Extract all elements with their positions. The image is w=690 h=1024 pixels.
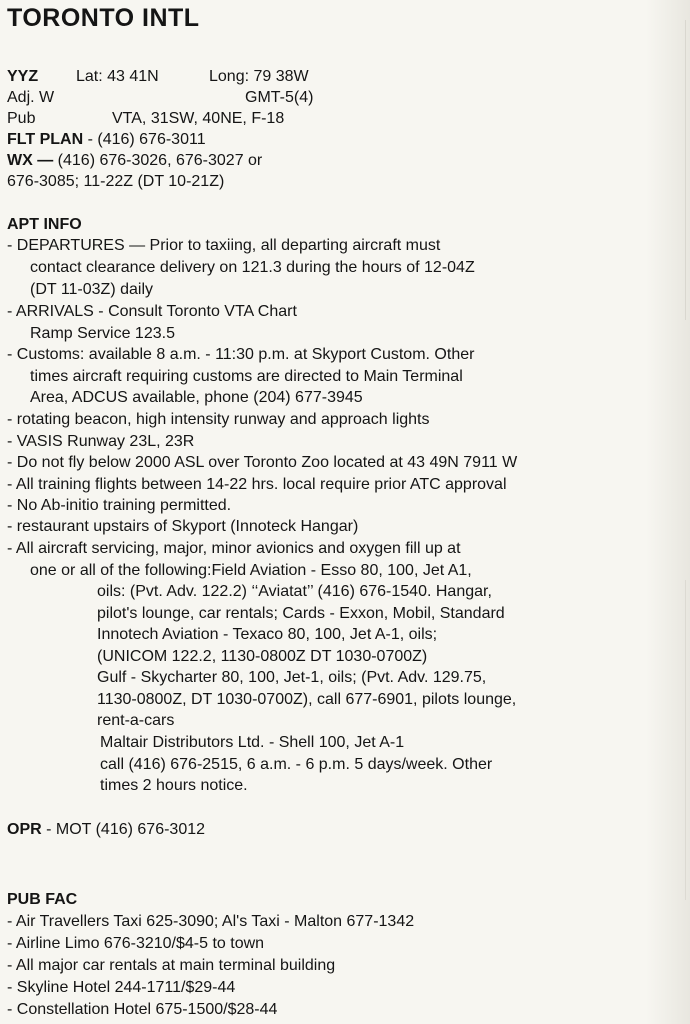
weather-line bbox=[7, 151, 262, 171]
apt-info-line: Maltair Distributors Ltd. - Shell 100, Jet A-1 bbox=[100, 734, 405, 751]
pub-fac-line: - Constellation Hotel 675-1500/$28-44 bbox=[7, 1001, 278, 1018]
apt-info-line: - ARRIVALS - Consult Toronto VTA Chart bbox=[7, 303, 297, 320]
apt-info-line: - VASIS Runway 23L, 23R bbox=[7, 433, 195, 450]
publication-label: Pub bbox=[7, 110, 36, 127]
longitude: Long: 79 38W bbox=[209, 68, 309, 85]
pub-fac-line: - Airline Limo 676-3210/$4-5 to town bbox=[7, 935, 265, 952]
weather-value: (416) 676-3026, 676-3027 or bbox=[53, 152, 263, 169]
pub-fac-heading: PUB FAC bbox=[7, 891, 78, 908]
apt-info-line: - All aircraft servicing, major, minor avionics and oxygen fill up at bbox=[7, 540, 461, 557]
publication-value: VTA, 31SW, 40NE, F-18 bbox=[112, 110, 285, 127]
apt-info-line: Area, ADCUS available, phone (204) 677-3945 bbox=[30, 389, 363, 406]
apt-info-line: Innotech Aviation - Texaco 80, 100, Jet A-1, oils; bbox=[97, 626, 438, 643]
weather-value-continued: 676-3085; 11-22Z (DT 10-21Z) bbox=[7, 173, 225, 190]
weather-label: WX — bbox=[7, 152, 54, 169]
apt-info-line: - No Ab-initio training permitted. bbox=[7, 497, 232, 514]
airport-title: TORONTO INTL bbox=[7, 4, 200, 32]
airport-code: YYZ bbox=[7, 68, 39, 85]
pub-fac-line: - All major car rentals at main terminal building bbox=[7, 957, 336, 974]
apt-info-line: Gulf - Skycharter 80, 100, Jet-1, oils; (Pvt. Adv. 129.75, bbox=[97, 669, 487, 686]
operator-value: - MOT (416) 676-3012 bbox=[41, 821, 206, 838]
operator-label: OPR bbox=[7, 821, 42, 838]
operator-line bbox=[7, 820, 205, 840]
apt-info-line: Ramp Service 123.5 bbox=[30, 325, 175, 342]
flight-plan-line bbox=[7, 130, 206, 150]
apt-info-line: oils: (Pvt. Adv. 122.2) ‘‘Aviatat’’ (416) 676-1540. Hangar, bbox=[97, 583, 492, 600]
apt-info-line: - Do not fly below 2000 ASL over Toronto Zoo located at 43 49N 7911 W bbox=[7, 454, 518, 471]
apt-info-line: contact clearance delivery on 121.3 during the hours of 12-04Z bbox=[30, 259, 475, 276]
latitude: Lat: 43 41N bbox=[76, 68, 159, 85]
gmt-offset: GMT-5(4) bbox=[245, 89, 314, 106]
apt-info-line: - restaurant upstairs of Skyport (Innoteck Hangar) bbox=[7, 518, 359, 535]
apt-info-line: call (416) 676-2515, 6 a.m. - 6 p.m. 5 days/week. Other bbox=[100, 756, 493, 773]
apt-info-line: times aircraft requiring customs are directed to Main Terminal bbox=[30, 368, 463, 385]
apt-info-line: - Customs: available 8 a.m. - 11:30 p.m. at Skyport Custom. Other bbox=[7, 346, 475, 363]
apt-info-heading: APT INFO bbox=[7, 216, 82, 233]
pub-fac-line: - Skyline Hotel 244-1711/$29-44 bbox=[7, 979, 236, 996]
apt-info-line: - All training flights between 14-22 hrs. local require prior ATC approval bbox=[7, 476, 507, 493]
apt-info-line: 1130-0800Z, DT 1030-0700Z), call 677-6901, pilots lounge, bbox=[97, 691, 517, 708]
apt-info-line: - DEPARTURES — Prior to taxiing, all departing aircraft must bbox=[7, 237, 441, 254]
flight-plan-label: FLT PLAN bbox=[7, 131, 84, 148]
apt-info-line: (DT 11-03Z) daily bbox=[30, 281, 153, 298]
flight-plan-value: - (416) 676-3011 bbox=[83, 131, 206, 148]
apt-info-line: (UNICOM 122.2, 1130-0800Z DT 1030-0700Z) bbox=[97, 648, 428, 665]
page-edge-line bbox=[685, 580, 686, 900]
magnetic-variation: Adj. W bbox=[7, 89, 55, 106]
page-edge-line bbox=[685, 20, 686, 320]
apt-info-line: times 2 hours notice. bbox=[100, 777, 248, 794]
apt-info-line: - rotating beacon, high intensity runway and approach lights bbox=[7, 411, 430, 428]
apt-info-line: pilot's lounge, car rentals; Cards - Exxon, Mobil, Standard bbox=[97, 605, 505, 622]
apt-info-line: rent-a-cars bbox=[97, 712, 175, 729]
page-edge-shadow bbox=[646, 0, 690, 1024]
apt-info-line: one or all of the following:Field Aviation - Esso 80, 100, Jet A1, bbox=[30, 562, 472, 579]
pub-fac-line: - Air Travellers Taxi 625-3090; Al's Taxi - Malton 677-1342 bbox=[7, 913, 415, 930]
